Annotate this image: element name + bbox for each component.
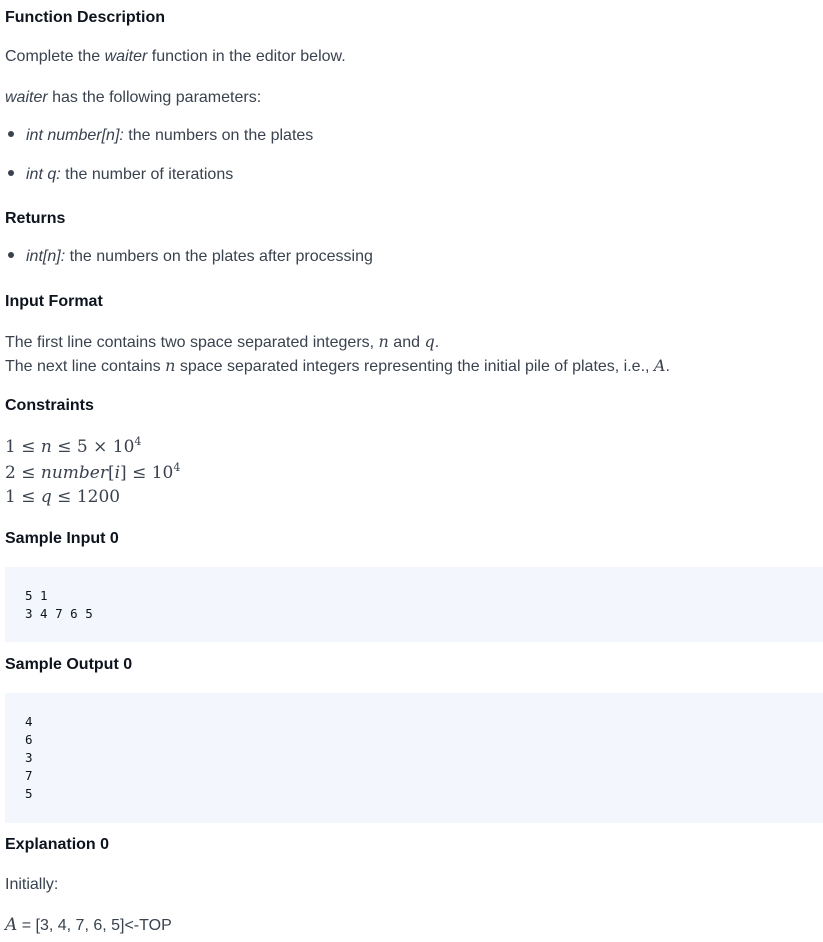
function-description-heading: Function Description [5,9,165,26]
explanation-initial-state [5,915,172,935]
math-exponent: 4 [173,461,181,474]
return-item [8,248,373,266]
input-format-heading: Input Format [5,293,103,310]
math-var: i [114,463,121,483]
return-desc: the numbers on the plates after processing [65,248,373,265]
text: The first line contains two space separated integers, [5,334,379,351]
math-var: n [40,437,52,457]
intro-prefix: Complete the [5,48,105,65]
param-name: int q: [26,166,61,183]
sample-input-code-block [5,567,823,642]
params-intro-text [5,89,261,107]
constraints-heading: Constraints [5,397,94,414]
intro-text [5,48,346,66]
sample-output-code: 4 6 3 7 5 [25,714,33,801]
param-desc: the number of iterations [60,166,234,183]
params-suffix: has the following parameters: [47,89,262,106]
math-text: ] [120,463,127,483]
math-text: 2 ≤ [5,463,41,483]
constraint-number [5,461,180,483]
math-var-n: n [378,332,389,351]
params-func-name: waiter [5,89,48,106]
sample-input-code: 5 1 3 4 7 6 5 [25,588,93,621]
math-text: ≤ 5 × 10 [51,437,135,457]
text: . [665,358,670,375]
intro-func-name: waiter [104,48,148,65]
input-format-line-2 [5,356,670,376]
math-var-a: A [5,915,18,935]
text: . [434,334,440,351]
sample-input-heading: Sample Input 0 [5,530,119,547]
bullet-icon [8,131,14,137]
math-var-n: n [165,356,176,375]
param-item [8,127,313,145]
sample-output-code-block [5,693,823,823]
param-item [8,166,233,184]
math-var: number [40,463,108,483]
math-var-a: A [653,356,666,375]
return-type: int[n]: [26,248,66,265]
math-var: q [40,487,52,507]
math-text: ≤ 1200 [51,487,121,507]
constraint-q [5,487,120,507]
math-text: ≤ 10 [126,463,174,483]
explanation-initially: Initially: [5,876,59,893]
input-format-line-1 [5,332,439,352]
math-exponent: 4 [134,435,142,448]
returns-heading: Returns [5,210,66,227]
bullet-icon [8,252,14,258]
intro-suffix: function in the editor below. [147,48,346,65]
initial-array: = [3, 4, 7, 6, 5]<-TOP [17,917,172,934]
math-text: [ [107,463,115,483]
text: The next line contains [5,358,166,375]
explanation-heading: Explanation 0 [5,836,110,853]
param-desc: the numbers on the plates [123,127,314,144]
math-text: 1 ≤ [5,437,41,457]
param-name: int number[n]: [26,127,124,144]
text: space separated integers representing the initial pile of plates, i.e., [175,358,654,375]
constraint-n [5,435,141,457]
sample-output-heading: Sample Output 0 [5,656,133,673]
math-text: 1 ≤ [5,487,41,507]
math-var-q: q [424,332,435,351]
text: and [388,334,425,351]
bullet-icon [8,170,14,176]
